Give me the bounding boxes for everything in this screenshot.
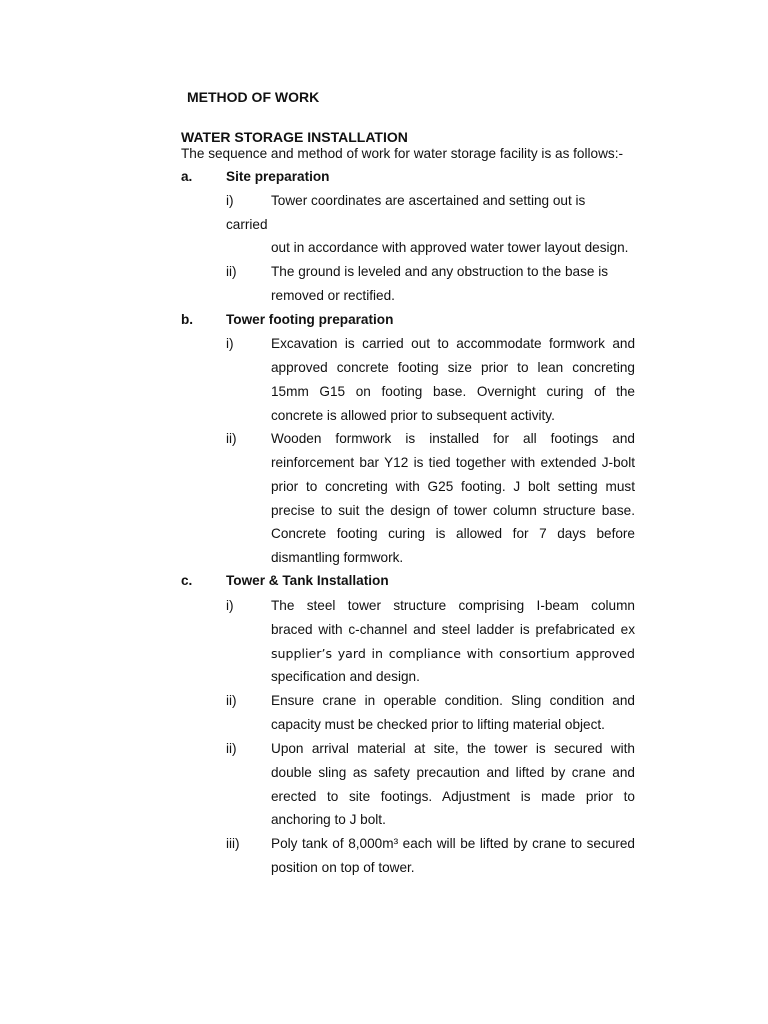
section-letter-b: b. xyxy=(181,312,194,327)
item-number: ii) xyxy=(226,264,237,279)
item-line: Wooden formwork is installed for all footings and xyxy=(271,431,635,446)
section-letter-a: a. xyxy=(181,169,193,184)
item-number: ii) xyxy=(226,431,237,446)
item-number: ii) xyxy=(226,741,237,756)
item-line: The steel tower structure comprising I-beam column xyxy=(271,598,635,613)
item-line: erected to site footings. Adjustment is made prior to xyxy=(271,789,635,804)
item-line: concrete is allowed prior to subsequent activity. xyxy=(271,408,555,423)
item-line: braced with c-channel and steel ladder is prefabricated ex xyxy=(271,622,635,637)
item-line: removed or rectified. xyxy=(271,288,395,303)
item-line: precise to suit the design of tower column structure base. xyxy=(271,503,635,518)
item-line: Poly tank of 8,000m³ each will be lifted by crane to secured xyxy=(271,836,635,851)
item-number: i) xyxy=(226,336,234,351)
item-line: position on top of tower. xyxy=(271,860,415,875)
item-line: out in accordance with approved water tower layout design. xyxy=(271,240,629,255)
item-line: capacity must be checked prior to lifting material object. xyxy=(271,717,605,732)
section-title: WATER STORAGE INSTALLATION xyxy=(181,129,408,145)
item-line: prior to concreting with G25 footing. J bolt setting must xyxy=(271,479,635,494)
item-line: Ensure crane in operable condition. Sling condition and xyxy=(271,693,635,708)
item-line: anchoring to J bolt. xyxy=(271,812,386,827)
item-number: iii) xyxy=(226,836,240,851)
item-line: carried xyxy=(226,217,268,232)
section-letter-c: c. xyxy=(181,573,193,588)
item-line: approved concrete footing size prior to lean concreting xyxy=(271,360,635,375)
item-line: Excavation is carried out to accommodate formwork and xyxy=(271,336,635,351)
intro-text: The sequence and method of work for water storage facility is as follows:- xyxy=(181,146,624,161)
item-line: 15mm G15 on footing base. Overnight curing of the xyxy=(271,384,635,399)
section-title-tower-footing: Tower footing preparation xyxy=(226,312,394,327)
item-number: i) xyxy=(226,598,234,613)
item-number: i) xyxy=(226,193,234,208)
item-line: Upon arrival material at site, the tower is secured with xyxy=(271,741,635,756)
item-line: supplier’s yard in compliance with consortium approved xyxy=(271,646,635,661)
item-line: Concrete footing curing is allowed for 7 days before xyxy=(271,526,635,541)
item-line: Tower coordinates are ascertained and setting out is xyxy=(271,193,586,208)
section-title-tower-tank: Tower & Tank Installation xyxy=(226,573,389,588)
document-heading: METHOD OF WORK xyxy=(187,89,320,105)
item-line: The ground is leveled and any obstruction to the base is xyxy=(271,264,609,279)
item-line: double sling as safety precaution and lifted by crane and xyxy=(271,765,635,780)
item-line: reinforcement bar Y12 is tied together with extended J-bolt xyxy=(271,455,635,470)
item-number: ii) xyxy=(226,693,237,708)
item-line: dismantling formwork. xyxy=(271,550,404,565)
section-title-site-preparation: Site preparation xyxy=(226,169,330,184)
item-line: specification and design. xyxy=(271,669,420,684)
